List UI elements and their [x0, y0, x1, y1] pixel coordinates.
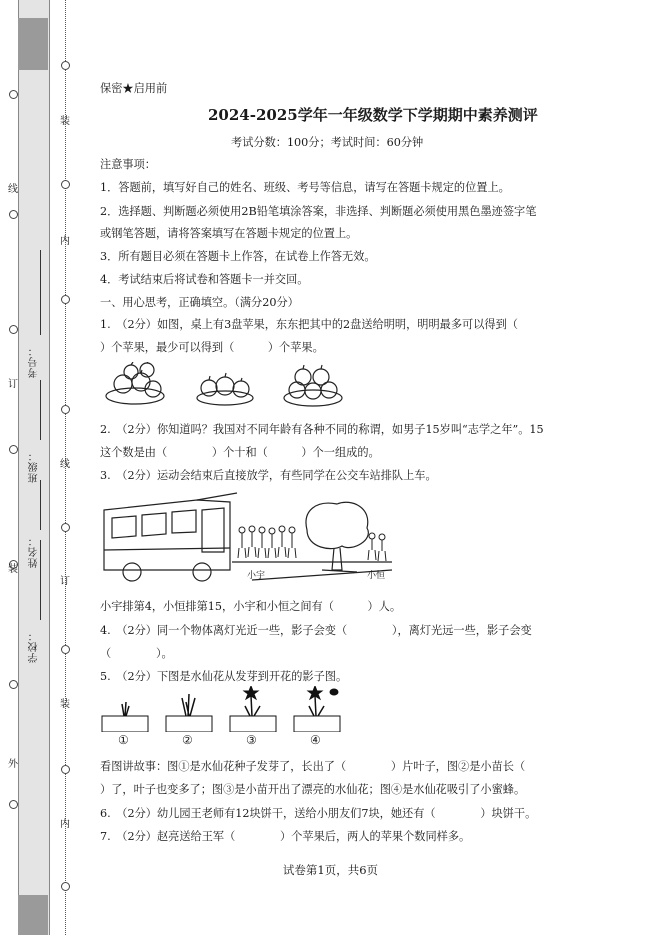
question-7: 7. （2分）赵亮送给王军（ ）个苹果后，两人的苹果个数同样多。 [100, 830, 471, 843]
question-6: 6. （2分）幼儿园王老师有12块饼干，送给小朋友们7块，她还有（ ）块饼干。 [100, 807, 537, 820]
binding-char: 装 [60, 116, 70, 127]
page-number: 试卷第1页，共6页 [282, 863, 379, 877]
exam-title: 2024-2025学年一年级数学下学期期中素养测评 [208, 106, 538, 124]
question-4: （ ）。 [100, 647, 173, 660]
figure-label: ③ [246, 733, 257, 747]
question-2: 2. （2分）你知道吗？我国对不同年龄有各种不同的称谓，如男子15岁叫“志学之年”。15 [100, 423, 544, 436]
secret-label: 保密★启用前 [100, 82, 168, 95]
label-xiaoyu: 小宇 [247, 571, 266, 581]
question-1: 1. （2分）如图，桌上有3盘苹果，东东把其中的2盘送给明明，明明最多可以得到（ [100, 318, 518, 331]
figure-label: ② [182, 733, 193, 747]
field-name: 姓名： [29, 535, 40, 568]
notes-heading: 注意事项： [100, 158, 156, 171]
note-item: 2．选择题、判断题必须使用2B铅笔填涂答案，非选择、判断题必须使用黑色墨迹签字笔 [100, 205, 537, 218]
field-line [40, 380, 41, 440]
question-2: 这个数是由（ ）个十和（ ）个一组成的。 [100, 446, 380, 459]
binding-hole [9, 210, 18, 219]
note-item: 1．答题前，填写好自己的姓名、班级、考号等信息，请写在答题卡规定的位置上。 [100, 181, 510, 194]
field-line [40, 480, 41, 530]
question-3: 小宇排第4，小恒排第15，小宇和小恒之间有（ ）人。 [100, 600, 402, 613]
binding-strip-dark-top [18, 18, 48, 70]
binding-hole [61, 295, 70, 304]
field-line [40, 250, 41, 335]
apple-plates-image [105, 362, 385, 412]
binding-hole [9, 680, 18, 689]
label-xiaoheng: 小恒 [367, 571, 386, 581]
binding-char: 订 [8, 379, 18, 390]
section-heading: 一、用心思考，正确填空。（满分20分） [100, 296, 299, 309]
question-4: 4. （2分）同一个物体离灯光近一些，影子会变（ ），离灯光远一些，影子会变 [100, 624, 532, 637]
binding-char: 外 [8, 759, 18, 770]
binding-hole [61, 523, 70, 532]
binding-hole [61, 645, 70, 654]
binding-char: 线 [8, 184, 18, 195]
note-item: 4．考试结束后将试卷和答题卡一并交回。 [100, 273, 309, 286]
note-item: 或钢笔答题，请将答案填写在答题卡规定的位置上。 [100, 227, 358, 240]
binding-hole [61, 180, 70, 189]
binding-margin [0, 0, 80, 935]
binding-char: 线 [60, 459, 70, 470]
question-3: 3. （2分）运动会结束后直接放学，有些同学在公交车站排队上车。 [100, 469, 437, 482]
field-exam-number: 考号： [29, 345, 40, 378]
binding-hole [9, 800, 18, 809]
field-school: 学校： [29, 630, 40, 663]
binding-hole [9, 90, 18, 99]
binding-hole [9, 325, 18, 334]
figure-label: ④ [310, 733, 321, 747]
binding-char: 内 [60, 819, 70, 830]
note-item: 3．所有题目必须在答题卡上作答，在试卷上作答无效。 [100, 250, 376, 263]
binding-hole [61, 405, 70, 414]
question-5: 看图讲故事：图①是水仙花种子发芽了，长出了（ ）片叶子，图②是小苗长（ [100, 760, 526, 773]
figure-label: ① [118, 733, 129, 747]
binding-hole [61, 61, 70, 70]
field-class: 班级： [29, 450, 40, 483]
binding-hole [61, 882, 70, 891]
narcissus-shadow-images [100, 686, 360, 732]
binding-char: 装 [8, 564, 18, 575]
binding-hole [9, 445, 18, 454]
exam-info: 考试分数：100分；考试时间：60分钟 [231, 136, 424, 149]
question-5: ）了，叶子也变多了；图③是小苗开出了漂亮的水仙花；图④是水仙花吸引了小蜜蜂。 [100, 783, 526, 796]
question-5: 5. （2分）下图是水仙花从发芽到开花的影子图。 [100, 670, 348, 683]
binding-hole [61, 765, 70, 774]
binding-strip-dark-bottom [18, 895, 48, 935]
binding-char: 订 [60, 576, 70, 587]
binding-char: 装 [60, 699, 70, 710]
binding-char: 内 [60, 236, 70, 247]
question-1: ）个苹果，最少可以得到（ ）个苹果。 [100, 341, 324, 354]
